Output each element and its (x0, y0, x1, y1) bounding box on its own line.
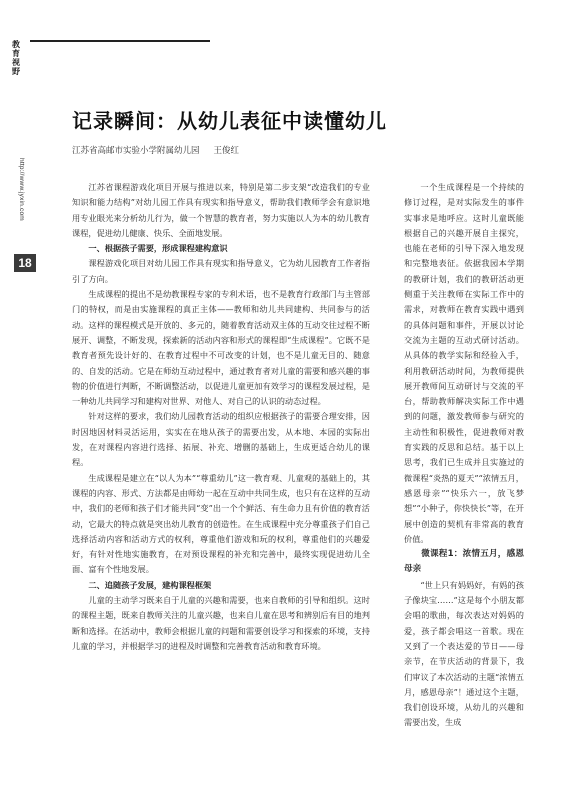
author-affiliation: 江苏省高邮市实验小学附属幼儿园 (72, 146, 200, 156)
page-number-tab: 18 (14, 254, 36, 272)
paragraph: 生成课程是建立在“以人为本”“尊重幼儿”这一教育观、儿童观的基础上的，其课程的内容、形式、方法都是由师幼一起在互动中共同生成，也只有在这样的互动中，我们的老师和孩子们才能共同“变”出一个个鲜活、有生命力且有价值的教育活动，它最大的特点就是突出幼儿教育的创造性。在生成课程中充分尊重孩子们自己选择活动内容和活动方式的权利，尊重他们游戏和玩的权利，尊重他们的兴趣爱好，有针对性地实施教育，在对预设课程的补充和完善中，最终实现促进幼儿全面、富有个性地发展。 (72, 472, 370, 575)
journal-url[interactable]: http://www.jyxin.com (18, 158, 25, 221)
byline (72, 144, 239, 156)
left-column (72, 180, 370, 654)
section-heading: 二、追随孩子发展，建构课程框架 (88, 579, 212, 590)
paragraph: 课程游戏化项目对幼儿园工作具有现实和指导意义，它为幼儿园教育工作者指引了方向。 (72, 258, 370, 284)
paragraph: 儿童的主动学习既来自于儿童的兴趣和需要，也来自教师的引导和组织。这时的课程主题，既来自教师关注的儿童兴趣，也来自儿童在思考和辨别后有目的地判断和选择。在活动中，教师会根据儿童的问题和需要创设学习和探索的环境，支持儿童的学习，并根据学习的进程及时调整和完善教育活动和教育环境。 (72, 595, 370, 651)
journal-logo: 教育视野 (12, 39, 20, 76)
right-column (404, 180, 524, 731)
section-heading: 一、根据孩子需要，形成课程建构意识 (88, 243, 228, 254)
paragraph: 生成课程的提出不是幼教课程专家的专利术语，也不是教育行政部门与主管部门的特权，而是由实施课程的真正主体——教师和幼儿共同建构、共同参与的活动。这样的课程模式是开放的、多元的，随着教育活动双主体的互动交往过程不断展开、调整，不断发现，探索新的活动内容和形式的课程即“生成课程”。它既不是教育者预先设计好的、在教育过程中不可改变的计划，也不是儿童无目的、随意的、自发的活动。它是在师幼互动过程中，通过教育者对儿童的需要和感兴趣的事物的价值进行判断，不断调整活动，以促进儿童更加有效学习的课程发展过程，是一种幼儿共同学习和建构对世界、对他人、对自己的认识的动态过程。 (72, 289, 370, 407)
paragraph: 针对这样的要求，我们幼儿园教育活动的组织应根据孩子的需要合理安排，因时因地因材料灵活运用，实实在在地从孩子的需要出发，从本地、本园的实际出发，在对课程内容进行选择、拓展、补充、增删的基础上，生成更适合幼儿的课程。 (72, 411, 370, 468)
author-name: 王俊红 (213, 146, 240, 156)
article-title: 记录瞬间：从幼儿表征中读懂幼儿 (72, 109, 387, 133)
paragraph: 江苏省课程游戏化项目开展与推进以来，特别是第二步支架“改造我们的专业知识和能力结构”对幼儿园工作具有现实和指导意义，帮助我们教师学会有意识地用专业眼光来分析幼儿行为，做一个智慧的教育者，努力实施以人为本的幼儿教育课程，促进幼儿健康、快乐、全面地发展。 (72, 182, 370, 238)
paragraph: 一个生成课程是一个持续的修订过程，是对实际发生的事件实事求是地呼应。这时儿童既能根据自己的兴趣开展自主探究，也能在老师的引导下深入地发现和完整地表征。依据我园本学期的教研计划，我们的教研活动更侧重于关注教师在实际工作中的需求，对教师在教育实践中遇到的具体问题和事件，开展以讨论交流为主题的互动式研讨活动。从具体的教学实际和经验入手，利用教研活动时间，为教师提供展开教师间互动研讨与交流的平台，帮助教师解决实际工作中遇到的问题，激发教师参与研究的主动性和积极性，促进教师对教育实践的反思和总结。基于以上思考，我们已生成并且实施过的微课程“炎热的夏天”“浓情五月，感恩母亲”“快乐六一，放飞梦想”“小种子，你快快长”等，在开展中创造的契机有非常高的教育价值。 (404, 182, 524, 544)
margin-sidebar (10, 40, 32, 440)
subsection-heading: 微课程1：浓情五月，感恩母亲 (404, 549, 524, 575)
paragraph: “世上只有妈妈好，有妈的孩子像块宝……”这是每个小朋友都会唱的歌曲，每次表达对妈妈的爱，孩子都会唱这一首歌。现在又到了一个表达爱的节日——母亲节，在节庆活动的背景下，我们审议了本次活动的主题“浓情五月，感恩母亲”！通过这个主题，我们创设环境，从幼儿的兴趣和需要出发，生成 (404, 579, 524, 728)
top-rule (30, 40, 210, 42)
